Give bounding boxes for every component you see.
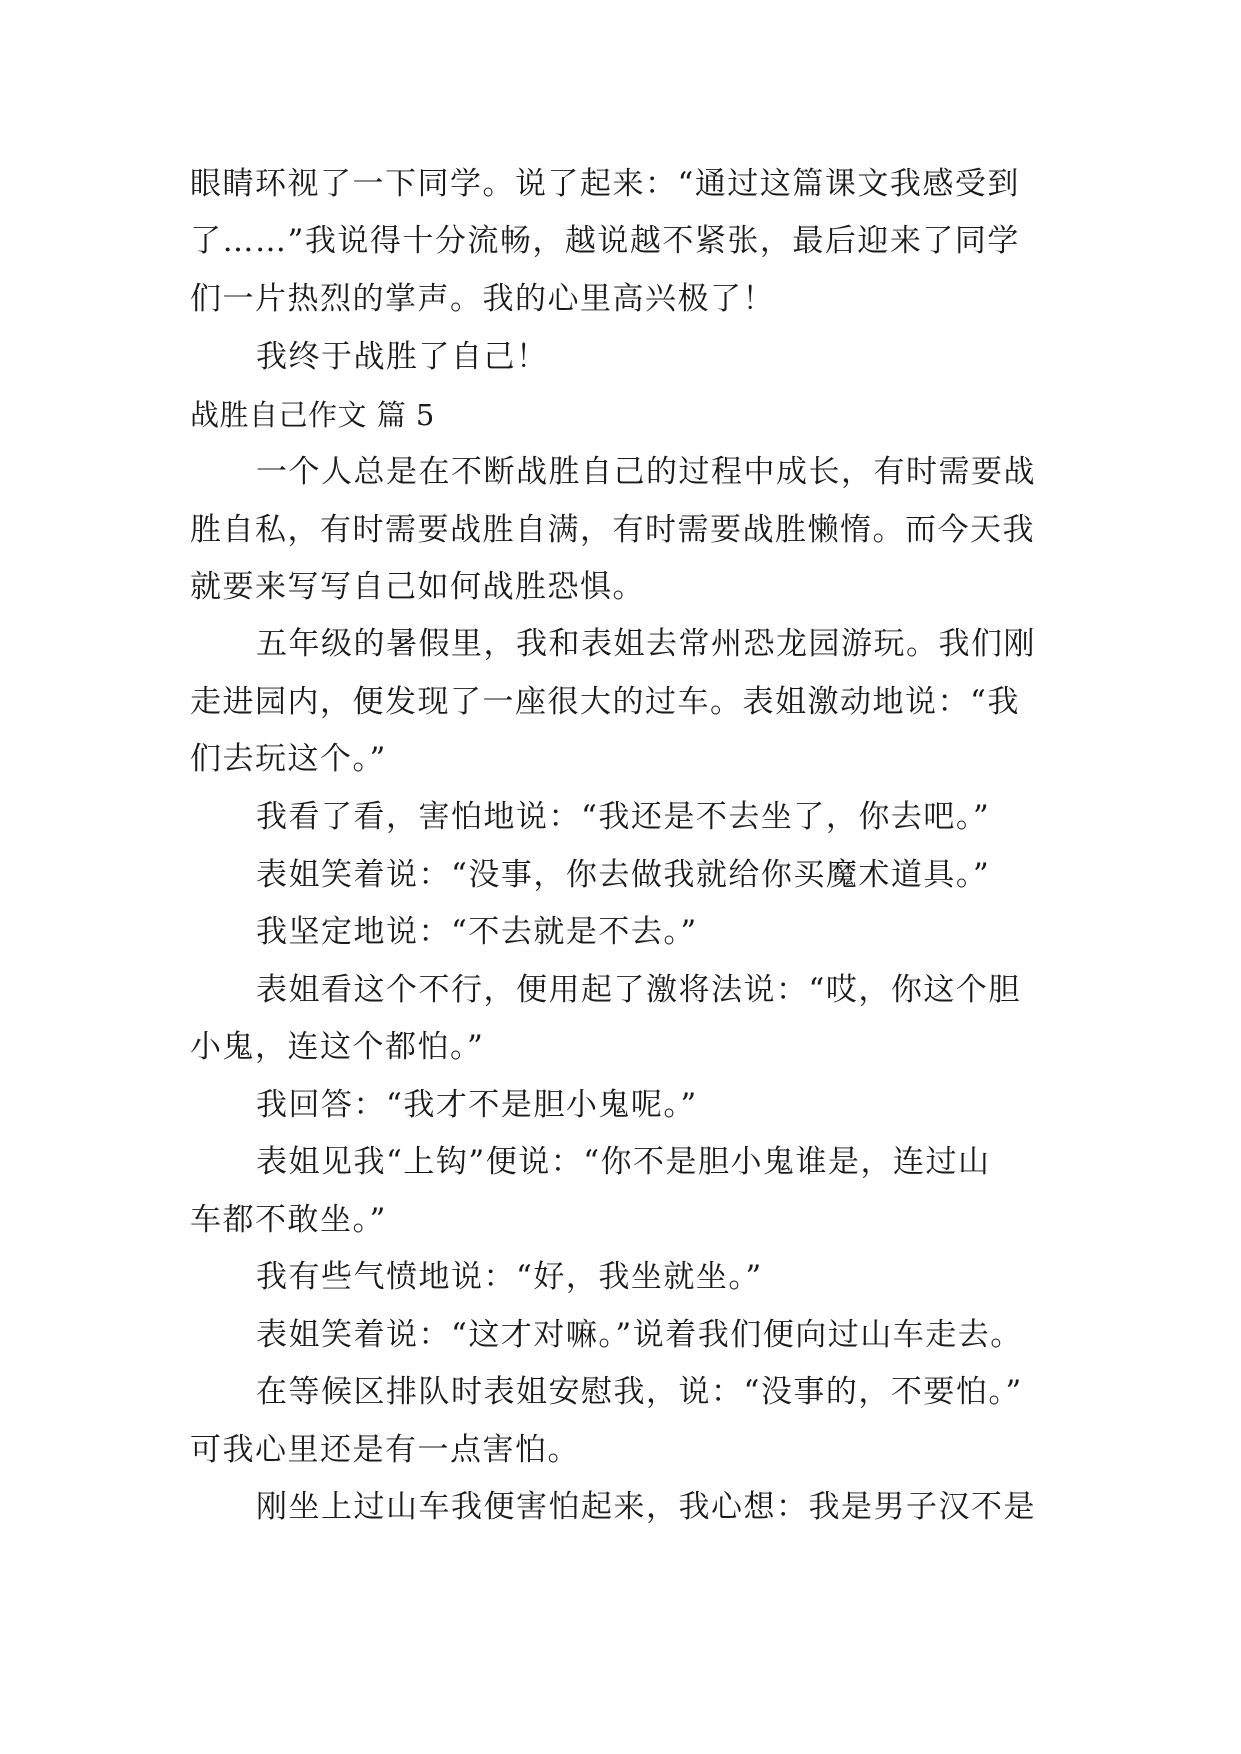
text-line: 表姐笑着说：“这才对嘛。”说着我们便向过山车走去。 xyxy=(256,1317,1023,1353)
text-line: 眼睛环视了一下同学。说了起来：“通过这篇课文我感受到 xyxy=(190,166,1020,202)
text-line: 我看了看，害怕地说：“我还是不去坐了，你去吧。” xyxy=(256,799,991,835)
text-line: 小鬼，连这个都怕。” xyxy=(190,1029,485,1065)
text-line: 表姐见我“上钩”便说：“你不是胆小鬼谁是，连过山 xyxy=(256,1144,991,1180)
text-line: 我有些气愤地说：“好，我坐就坐。” xyxy=(256,1259,763,1295)
text-line: 在等候区排队时表姐安慰我，说：“没事的，不要怕。” xyxy=(256,1374,1023,1410)
text-line: 们一片热烈的掌声。我的心里高兴极了！ xyxy=(190,281,775,317)
text-line: 五年级的暑假里，我和表姐去常州恐龙园游玩。我们刚 xyxy=(256,626,1036,662)
text-line: 表姐看这个不行，便用起了激将法说：“哎，你这个胆 xyxy=(256,972,1021,1008)
section-heading: 战胜自己作文 篇 5 xyxy=(190,398,435,432)
text-line: 一个人总是在不断战胜自己的过程中成长，有时需要战 xyxy=(256,454,1036,490)
text-line: 我回答：“我才不是胆小鬼呢。” xyxy=(256,1087,698,1123)
text-line: 就要来写写自己如何战胜恐惧。 xyxy=(190,569,645,605)
text-line: 们去玩这个。” xyxy=(190,741,387,777)
text-line: 胜自私，有时需要战胜自满，有时需要战胜懒惰。而今天我 xyxy=(190,512,1035,548)
text-line: 表姐笑着说：“没事，你去做我就给你买魔术道具。” xyxy=(256,857,991,893)
text-line: 车都不敢坐。” xyxy=(190,1202,387,1238)
text-line: 可我心里还是有一点害怕。 xyxy=(190,1432,580,1468)
text-line: 我坚定地说：“不去就是不去。” xyxy=(256,914,698,950)
text-line: 走进园内，便发现了一座很大的过车。表姐激动地说：“我 xyxy=(190,684,1020,720)
text-line: 了……”我说得十分流畅，越说越不紧张，最后迎来了同学 xyxy=(190,223,1020,259)
text-line: 刚坐上过山车我便害怕起来，我心想：我是男子汉不是 xyxy=(256,1489,1036,1525)
text-line: 我终于战胜了自己！ xyxy=(256,339,549,375)
